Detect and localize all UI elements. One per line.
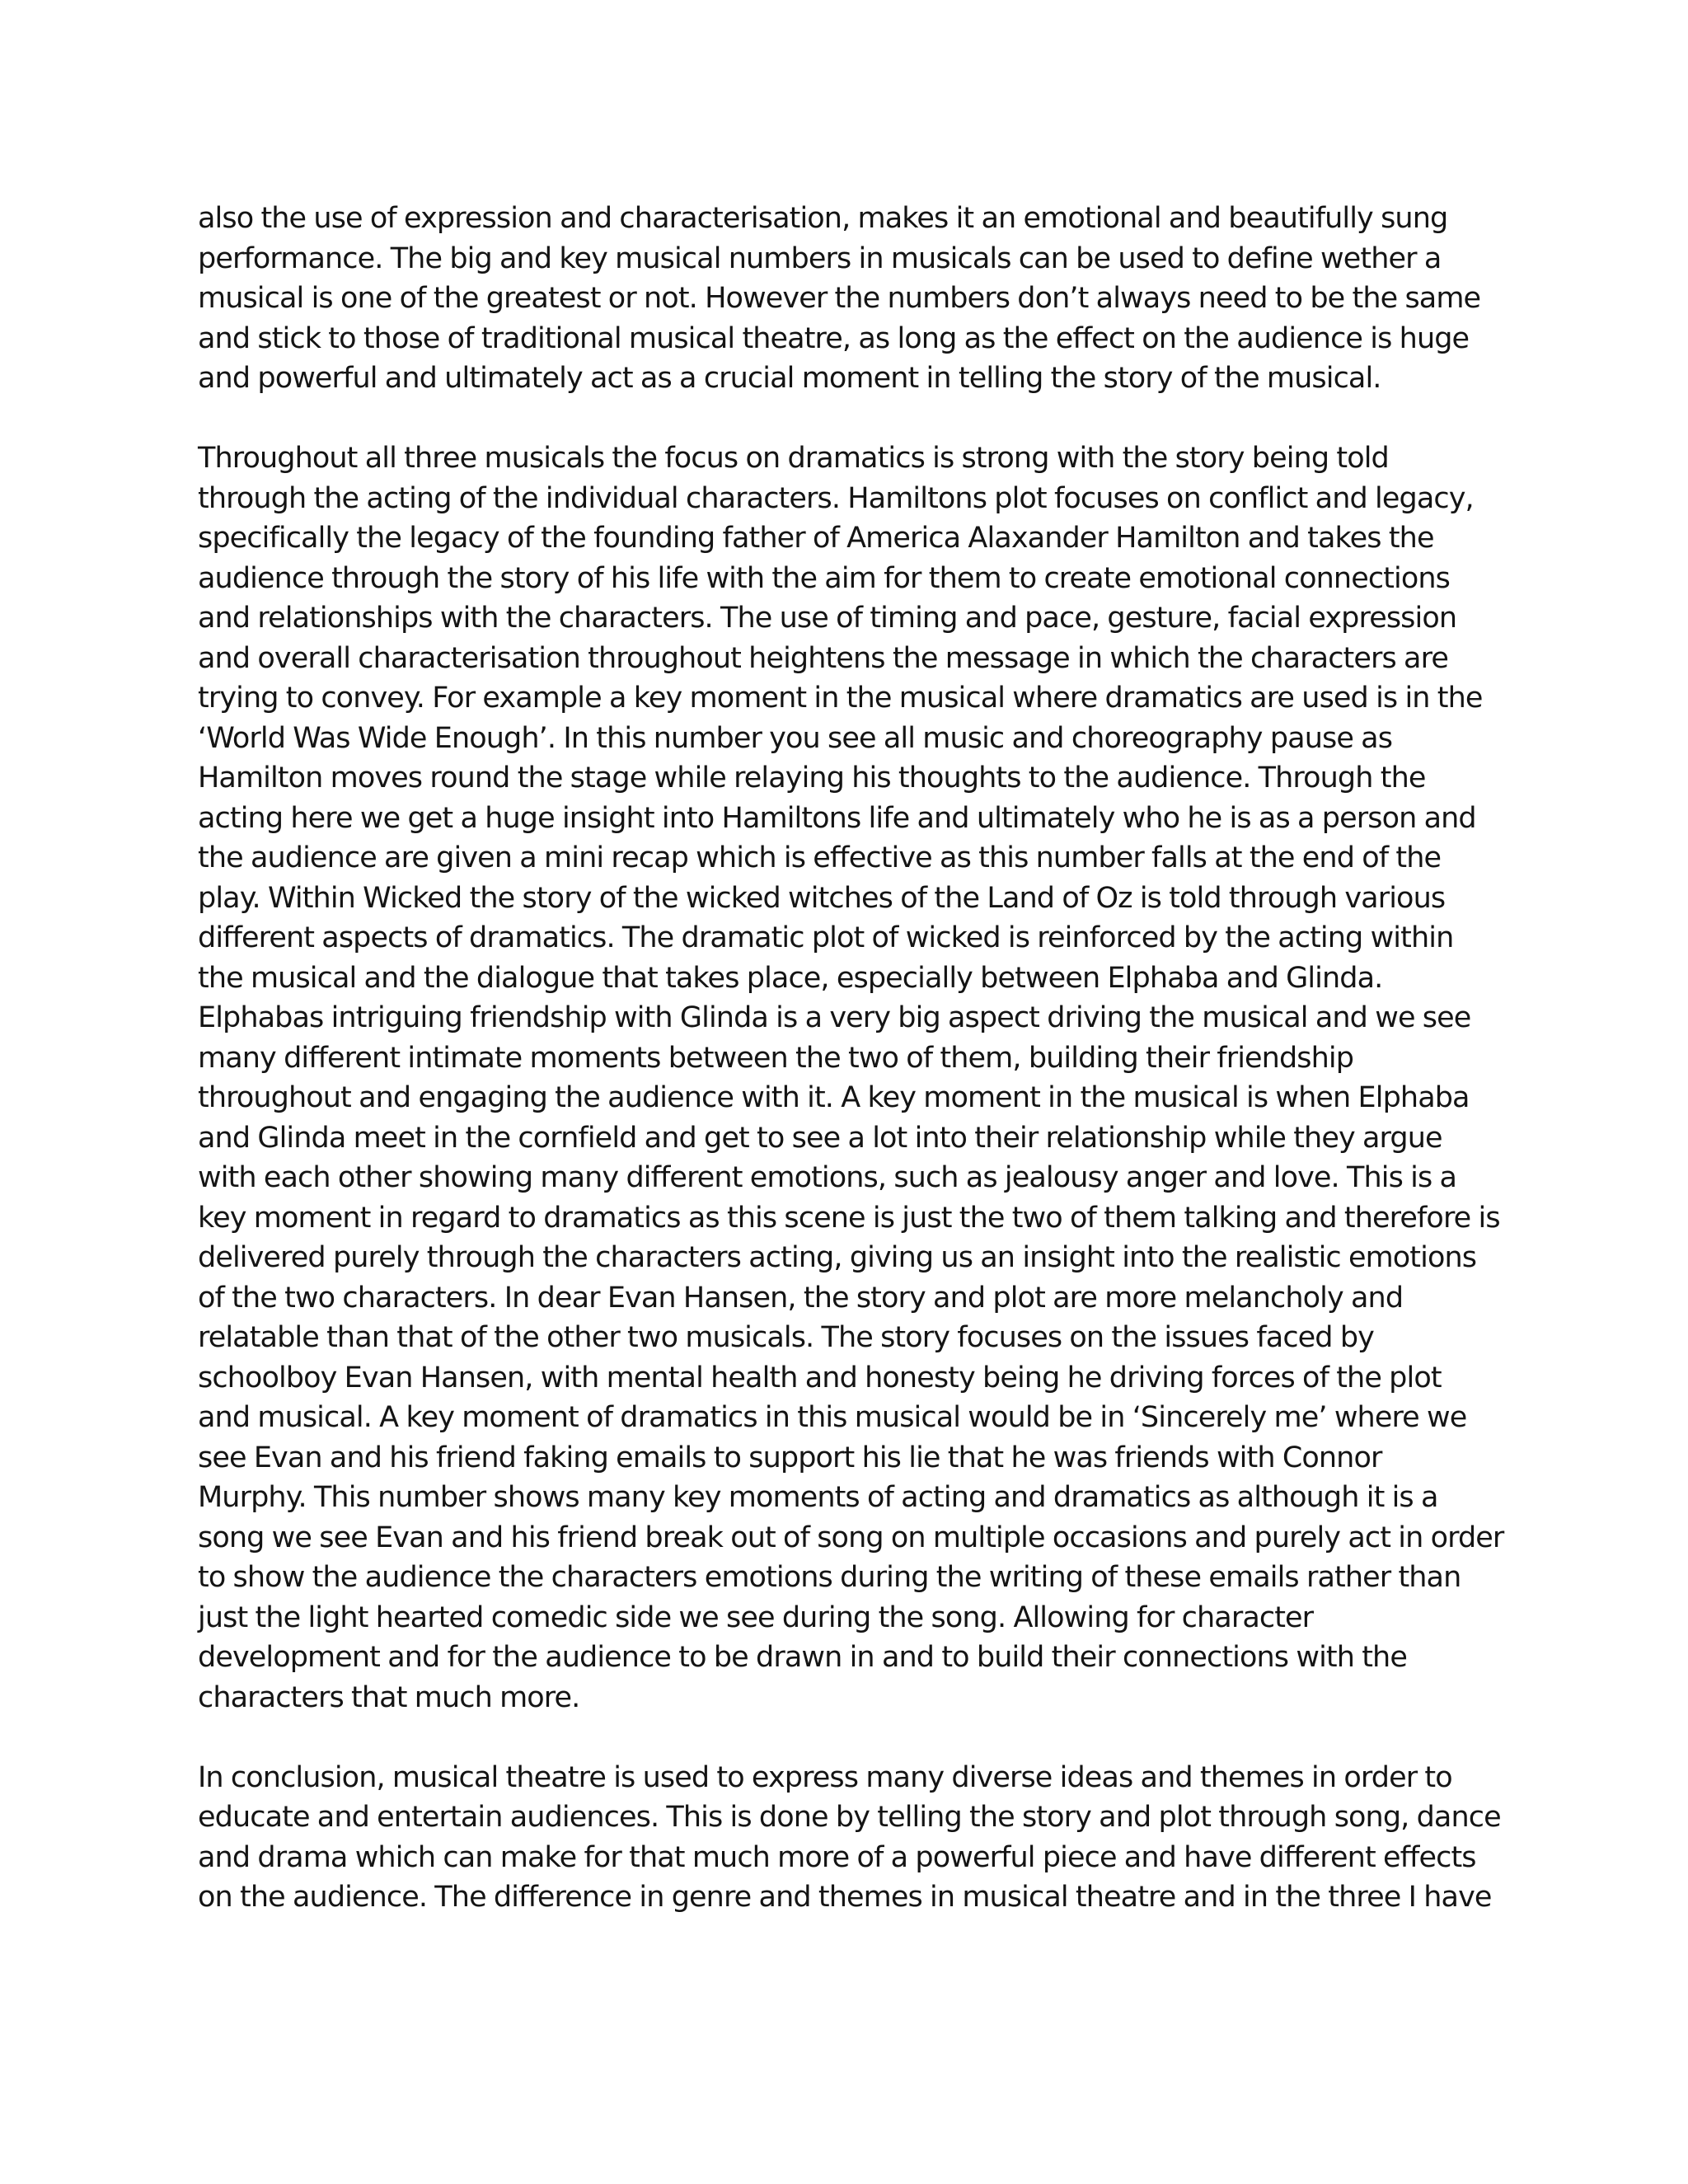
text-line: Throughout all three musicals the focus on dramatics is strong with the story being told: [198, 442, 1389, 475]
text-line: development and for the audience to be drawn in and to build their connections with the: [198, 1641, 1407, 1674]
text-line: characters that much more.: [198, 1680, 580, 1714]
text-line: trying to convey. For example a key moment in the musical where dramatics are used is in the: [198, 682, 1483, 715]
text-line: and overall characterisation throughout heightens the message in which the characters are: [198, 641, 1448, 675]
text-line: ‘World Was Wide Enough’. In this number you see all music and choreography pause as: [198, 721, 1393, 755]
text-line: of the two characters. In dear Evan Hansen, the story and plot are more melancholy and: [198, 1281, 1404, 1315]
text-line: Murphy. This number shows many key moments of acting and dramatics as although it is a: [198, 1481, 1438, 1514]
text-line: the musical and the dialogue that takes place, especially between Elphaba and Glinda.: [198, 961, 1383, 995]
text-line: to show the audience the characters emotions during the writing of these emails rather than: [198, 1561, 1461, 1594]
text-line: acting here we get a huge insight into Hamiltons life and ultimately who he is as a person and: [198, 801, 1476, 835]
text-line: with each other showing many different emotions, such as jealousy anger and love. This is a: [198, 1161, 1457, 1194]
paragraph-3: [198, 1758, 1501, 1918]
text-line: relatable than that of the other two musicals. The story focuses on the issues faced by: [198, 1321, 1374, 1354]
text-line: and stick to those of traditional musical theatre, as long as the effect on the audience is huge: [198, 321, 1470, 355]
text-line: play. Within Wicked the story of the wicked witches of the Land of Oz is told through various: [198, 881, 1446, 915]
paragraph-2: [198, 438, 1504, 1718]
text-line: through the acting of the individual characters. Hamiltons plot focuses on conflict and legacy,: [198, 481, 1474, 515]
text-line: key moment in regard to dramatics as this scene is just the two of them talking and therefore is: [198, 1201, 1500, 1235]
text-line: and musical. A key moment of dramatics in this musical would be in ‘Sincerely me’ where we: [198, 1401, 1467, 1434]
text-line: Hamilton moves round the stage while relaying his thoughts to the audience. Through the: [198, 762, 1426, 794]
text-line: delivered purely through the characters acting, giving us an insight into the realistic emotions: [198, 1241, 1477, 1274]
text-line: In conclusion, musical theatre is used to express many diverse ideas and themes in order to: [198, 1760, 1452, 1794]
text-line: different aspects of dramatics. The dramatic plot of wicked is reinforced by the acting within: [198, 921, 1454, 954]
text-line: and Glinda meet in the cornfield and get to see a lot into their relationship while they argue: [198, 1121, 1442, 1155]
text-line: specifically the legacy of the founding father of America Alaxander Hamilton and takes the: [198, 522, 1434, 555]
text-line: throughout and engaging the audience with it. A key moment in the musical is when Elphaba: [198, 1081, 1470, 1114]
text-line: the audience are given a mini recap which is effective as this number falls at the end of the: [198, 841, 1442, 874]
document-body: [198, 199, 1504, 1918]
text-line: song we see Evan and his friend break out of song on multiple occasions and purely act in order: [198, 1521, 1504, 1554]
text-line: audience through the story of his life with the aim for them to create emotional connections: [198, 561, 1450, 595]
text-line: just the light hearted comedic side we see during the song. Allowing for character: [198, 1601, 1314, 1634]
text-line: also the use of expression and characterisation, makes it an emotional and beautifully sung: [198, 202, 1448, 235]
paragraph-spacer: [198, 399, 1492, 439]
text-line: educate and entertain audiences. This is done by telling the story and plot through song, dance: [198, 1801, 1501, 1834]
text-line: performance. The big and key musical numbers in musicals can be used to define wether a: [198, 241, 1442, 275]
paragraph-spacer: [198, 1718, 1492, 1758]
text-line: schoolboy Evan Hansen, with mental health and honesty being he driving forces of the plot: [198, 1361, 1442, 1394]
text-line: many different intimate moments between the two of them, building their friendship: [198, 1041, 1354, 1075]
text-line: and drama which can make for that much more of a powerful piece and have different effects: [198, 1840, 1476, 1874]
text-line: and powerful and ultimately act as a crucial moment in telling the story of the musical.: [198, 362, 1381, 395]
text-line: on the audience. The difference in genre and themes in musical theatre and in the three I have: [198, 1881, 1492, 1914]
text-line: musical is one of the greatest or not. However the numbers don’t always need to be the same: [198, 282, 1481, 315]
paragraph-1: [198, 199, 1492, 399]
text-line: see Evan and his friend faking emails to support his lie that he was friends with Connor: [198, 1441, 1382, 1474]
text-line: Elphabas intriguing friendship with Glinda is a very big aspect driving the musical and we see: [198, 1001, 1471, 1034]
text-line: and relationships with the characters. The use of timing and pace, gesture, facial expression: [198, 602, 1457, 635]
